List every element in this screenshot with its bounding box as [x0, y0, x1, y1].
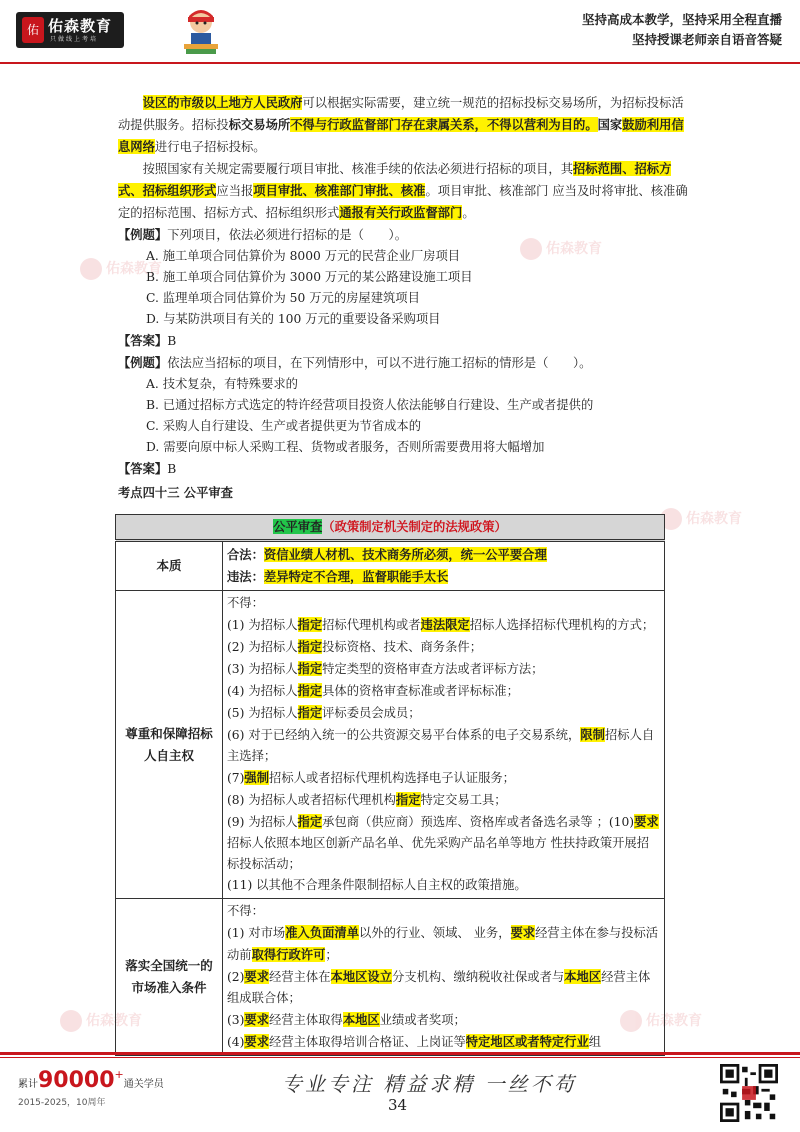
count-number: 90000: [38, 1068, 115, 1093]
count-prefix: 累计: [18, 1079, 38, 1090]
row-content-autonomy: 不得： (1) 为招标人指定招标代理机构或者违法限定招标人选择招标代理机构的方式； (2) 为招标人指定投标资格、技术、商务条件； (3) 为招标人指定特定类型的资格审查方法或者评标方法； (4) 为招标人指定具体的资格审查标准或者评标标准； (5) 为招标人指定评标委员会成员； (6) 对于已经纳入统一的公共资源交易平台体系的电子交易系统，限制招标人自主选择； (7)强制招标人或者招标代理机构选择电子认证服务； (8) 为招标人或者招标代理机构指定特定交易工具； (9) 为招标人指定承包商（供应商）预选库、资格库或者备选名录等 ；(10)要求招标人依照本地区创新产品名单、优先采购产品名单等地方 性扶持政策开展招标投标活动； (11) 以其他不合理条件限制招标人自主权的政策措施。: [223, 591, 665, 899]
watermark-logo: 佑森教育: [60, 1010, 142, 1032]
example-1-question: 【例题】下列项目，依法必须进行招标的是（ ）。: [118, 227, 407, 242]
watermark-logo: 佑森教育: [80, 258, 162, 280]
table-header: 公平审查（政策制定机关制定的法规政策）: [116, 515, 665, 541]
brand-logo: [16, 12, 124, 48]
example-2-option: B. 已通过招标方式选定的特许经营项目投资人依法能够自行建设、生产或者提供的: [146, 398, 594, 412]
example-2-option: D. 需要向原中标人采购工程、货物或者服务，否则所需要费用将大幅增加: [146, 440, 545, 454]
page-header: [0, 0, 800, 60]
example-1-answer: 【答案】B: [118, 333, 177, 348]
paragraph-2: 按照国家有关规定需要履行项目审批、核准手续的依法必须进行招标的项目，其招标范围、招标方式、招标组织形式应当报项目审批、核准部门审批、核准。项目审批、核准部门 应当及时将审批、核准确定的招标范围、招标方式、招标组织形式通报有关行政监督部门。: [118, 161, 688, 220]
section-title: 考点四十三 公平审查: [118, 485, 233, 500]
example-2-option: C. 采购人自行建设、生产或者提供更为节省成本的: [146, 419, 422, 433]
row-content-market: 不得： (1) 对市场准入负面清单以外的行业、领域、 业务，要求经营主体在参与投标活动前取得行政许可； (2)要求经营主体在本地区设立分支机构、缴纳税收社保或者与本地区经营主体组成联合体； (3)要求经营主体取得本地区业绩或者奖项； (4)要求经营主体取得培训合格证、上岗证等特定地区或者特定行业组: [223, 899, 665, 1056]
page-number: 34: [388, 1096, 408, 1114]
mascot-icon: [178, 6, 224, 56]
logo-text: 佑森教育: [48, 17, 113, 35]
count-plus: +: [114, 1068, 124, 1081]
footer-divider: [0, 1052, 800, 1055]
example-1-option: C. 监理单项合同估算价为 50 万元的房屋建筑项目: [146, 291, 420, 305]
logo-mark-icon: 佑: [22, 17, 44, 43]
row-label-autonomy: 尊重和保障招标人自主权: [116, 591, 223, 899]
example-1-option: A. 施工单项合同估算价为 8000 万元的民营企业厂房项目: [146, 249, 461, 263]
slogan-line-2: 坚持授课老师亲自语音答疑: [631, 32, 782, 47]
example-2-answer: 【答案】B: [118, 461, 177, 476]
logo-subtitle: 只做线上考培: [50, 36, 99, 43]
slogan: [582, 10, 782, 50]
paragraph-1: 设区的市级以上地方人民政府可以根据实际需要，建立统一规范的招标投标交易场所，为招标投标活动提供服务。招标投标交易场所不得与行政监督部门存在隶属关系，不得以营利为目的。国家鼓励利用信息网络进行电子招标投标。: [118, 95, 684, 154]
student-count: [18, 1068, 164, 1108]
header-divider: [0, 62, 800, 64]
count-suffix: 通关学员: [123, 1079, 164, 1090]
row-label-market: 落实全国统一的市场准入条件: [116, 899, 223, 1056]
anniversary-text: 2015-2025，10周年: [18, 1098, 106, 1108]
watermark-logo: 佑森教育: [520, 238, 602, 260]
slogan-line-1: 坚持高成本教学，坚持采用全程直播: [581, 12, 782, 27]
qr-code-icon: [720, 1064, 778, 1122]
table-header-row: [116, 515, 665, 541]
fair-review-table: [115, 514, 665, 1056]
footer-divider-thin: [0, 1057, 800, 1058]
watermark-logo: 佑森教育: [620, 1010, 702, 1032]
table-row: [116, 541, 665, 591]
example-2-question: 【例题】依法应当招标的项目，在下列情形中，可以不进行施工招标的情形是（ ）。: [118, 355, 592, 370]
table-row: [116, 899, 665, 1056]
table-row: [116, 591, 665, 899]
row-label-essence: 本质: [116, 541, 223, 591]
example-2-option: A. 技术复杂，有特殊要求的: [146, 377, 298, 391]
example-1-option: D. 与某防洪项目有关的 100 万元的重要设备采购项目: [146, 312, 441, 326]
watermark-logo: 佑森教育: [660, 508, 742, 530]
handwritten-motto: 专业专注 精益求精 一丝不苟: [282, 1072, 577, 1096]
example-1-option: B. 施工单项合同估算价为 3000 万元的某公路建设施工项目: [146, 270, 473, 284]
main-content: [118, 92, 688, 503]
row-content-essence: 合法：资信业绩人材机、技术商务所必须，统一公平要合理 违法：差异特定不合理，监督职能手太长: [223, 541, 665, 591]
